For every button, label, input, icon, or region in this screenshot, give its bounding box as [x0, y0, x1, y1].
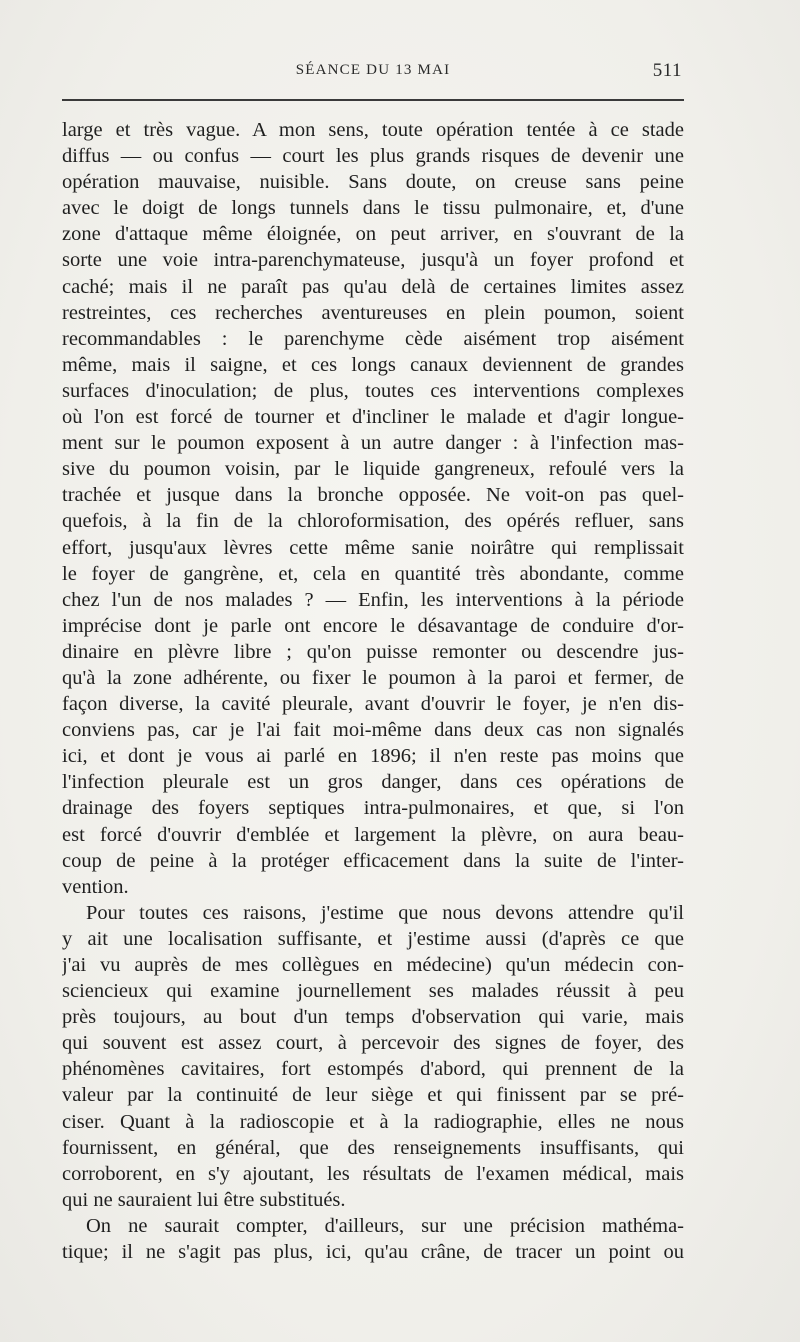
text-line: diffus — ou confus — court les plus grands risques de devenir une [62, 145, 684, 168]
text-line: le foyer de gangrène, et, cela en quantité très abondante, comme [62, 562, 684, 585]
text-line: restreintes, ces recherches aventureuses en plein poumon, soient [62, 301, 684, 324]
text-line: qui souvent est assez court, à percevoir des signes de foyer, des [62, 1032, 684, 1055]
text-line: chez l'un de nos malades ? — Enfin, les interventions à la période [62, 588, 684, 611]
text-line: corroborent, en s'y ajoutant, les résultats de l'examen médical, mais [62, 1162, 684, 1185]
text-line: valeur par la continuité de leur siège et qui finissent par se pré- [62, 1084, 684, 1107]
text-line: opération mauvaise, nuisible. Sans doute, on creuse sans peine [62, 171, 684, 194]
text-line: effort, jusqu'aux lèvres cette même sanie noirâtre qui remplissait [62, 536, 684, 559]
text-line: conviens pas, car je l'ai fait moi-même dans deux cas non signalés [62, 719, 684, 742]
text-line: tique; il ne s'agit pas plus, ici, qu'au crâne, de tracer un point ou [62, 1241, 684, 1264]
text-line: sive du poumon voisin, par le liquide gangreneux, refoulé vers la [62, 458, 684, 481]
text-line: quefois, à la fin de la chloroformisation, des opérés refluer, sans [62, 510, 684, 533]
header-rule [62, 99, 684, 101]
text-line: surfaces d'inoculation; de plus, toutes ces interventions complexes [62, 379, 684, 402]
text-line: ciser. Quant à la radioscopie et à la radiographie, elles ne nous [62, 1110, 684, 1133]
text-line: sciencieux qui examine journellement ses malades réussit à peu [62, 980, 684, 1003]
text-line: ment sur le poumon exposent à un autre danger : à l'infection mas- [62, 432, 684, 455]
text-line: l'infection pleurale est un gros danger, dans ces opérations de [62, 771, 684, 794]
text-line: est forcé d'ouvrir d'emblée et largement la plèvre, on aura beau- [62, 823, 684, 846]
text-line: près toujours, au bout d'un temps d'observation qui varie, mais [62, 1006, 684, 1029]
text-line: façon diverse, la cavité pleurale, avant d'ouvrir le foyer, je n'en dis- [62, 693, 684, 716]
text-line: avec le doigt de longs tunnels dans le tissu pulmonaire, et, d'une [62, 197, 684, 220]
running-head [62, 58, 684, 88]
text-line: zone d'attaque même éloignée, on peut arriver, en s'ouvrant de la [62, 223, 684, 246]
text-line: On ne saurait compter, d'ailleurs, sur une précision mathéma- [86, 1214, 684, 1237]
text-line: Pour toutes ces raisons, j'estime que nous devons attendre qu'il [86, 901, 684, 924]
text-line: imprécise dont je parle ont encore le désavantage de conduire d'or- [62, 614, 684, 637]
text-line: y ait une localisation suffisante, et j'estime aussi (d'après ce que [62, 927, 684, 950]
text-line: caché; mais il ne paraît pas qu'au delà de certaines limites assez [62, 275, 684, 298]
text-line: fournissent, en général, que des renseignements insuffisants, qui [62, 1136, 684, 1159]
body-text [62, 117, 684, 1265]
running-title: SÉANCE DU 13 MAI [295, 62, 451, 78]
text-line: même, mais il saigne, et ces longs canaux deviennent de grandes [62, 353, 684, 376]
page-number: 511 [652, 60, 682, 81]
text-line: drainage des foyers septiques intra-pulmonaires, et que, si l'on [62, 797, 684, 820]
text-line: j'ai vu auprès de mes collègues en médecine) qu'un médecin con- [62, 954, 684, 976]
text-line: qu'à la zone adhérente, ou fixer le poumon à la paroi et fermer, de [62, 666, 684, 689]
text-line: sorte une voie intra-parenchymateuse, jusqu'à un foyer profond et [62, 249, 684, 272]
text-line: vention. [62, 875, 129, 898]
text-line: ici, et dont je vous ai parlé en 1896; il n'en reste pas moins que [62, 745, 684, 768]
text-line: où l'on est forcé de tourner et d'incliner le malade et d'agir longue- [62, 406, 684, 429]
text-line: phénomènes cavitaires, fort estompés d'abord, qui prennent de la [62, 1058, 684, 1081]
text-line: coup de peine à la protéger efficacement dans la suite de l'inter- [62, 849, 684, 872]
text-line: dinaire en plèvre libre ; qu'on puisse remonter ou descendre jus- [62, 640, 684, 663]
text-line: qui ne sauraient lui être substitués. [62, 1188, 346, 1211]
text-line: trachée et jusque dans la bronche opposée. Ne voit-on pas quel- [62, 484, 684, 507]
text-line: recommandables : le parenchyme cède aisément trop aisément [62, 327, 684, 350]
text-line: large et très vague. A mon sens, toute opération tentée à ce stade [62, 119, 684, 141]
